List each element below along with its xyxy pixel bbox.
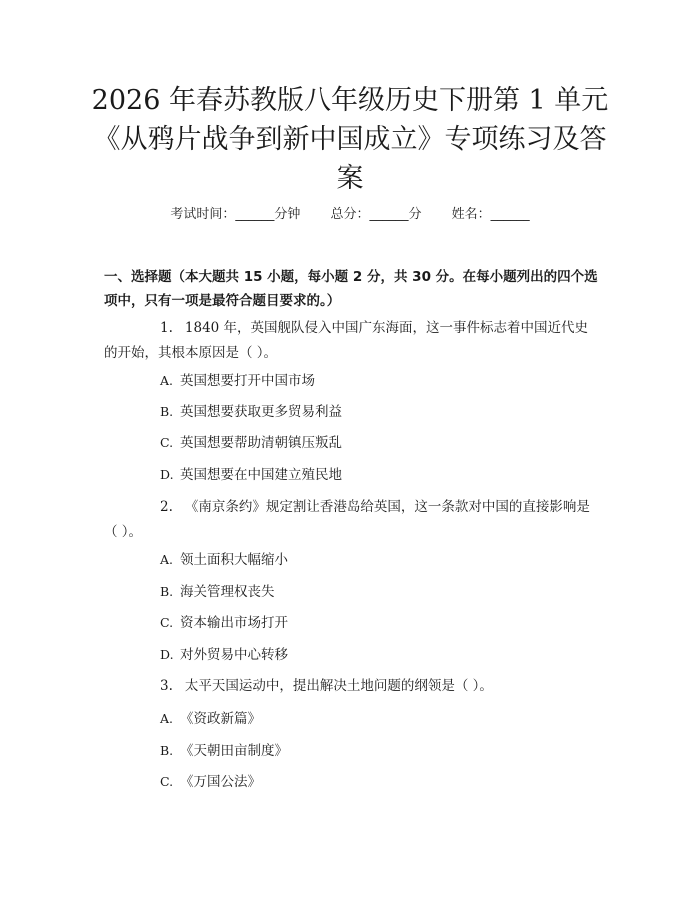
question-stem: 1840 年，英国舰队侵入中国广东海面，这一事件标志着中国近代史的开始，其根本原因是（ ）。 <box>104 320 589 361</box>
option-text: 《天朝田亩制度》 <box>180 743 288 759</box>
option-text: 英国想要获取更多贸易利益 <box>180 404 342 420</box>
option-text: 英国想要帮助清朝镇压叛乱 <box>180 435 342 451</box>
exam-time-field: 考试时间：______分钟 <box>170 207 301 222</box>
question-number: 2. <box>160 499 173 515</box>
question-number: 3. <box>160 678 173 694</box>
option-text: 资本输出市场打开 <box>180 615 288 631</box>
exam-info-line <box>0 206 700 224</box>
question-2-option-c <box>160 613 288 633</box>
option-letter: C. <box>160 615 174 630</box>
option-letter: B. <box>160 743 174 758</box>
document-title-line-3: 案 <box>336 163 364 194</box>
option-letter: A. <box>160 552 174 567</box>
option-text: 《万国公法》 <box>180 774 261 790</box>
question-number: 1. <box>160 320 173 336</box>
question-1-option-b <box>160 402 342 422</box>
exam-score-field: 总分：______分 <box>330 207 422 222</box>
question-2-option-a <box>160 550 288 570</box>
document-title-line-2: 《从鸦片战争到新中国成立》专项练习及答 <box>93 124 607 155</box>
question-1-option-a <box>160 371 315 391</box>
question-2-option-b <box>160 582 275 602</box>
option-letter: B. <box>160 584 174 599</box>
option-text: 《资政新篇》 <box>180 711 261 727</box>
question-1-option-c <box>160 433 342 453</box>
question-3-option-b <box>160 741 288 761</box>
option-text: 对外贸易中心转移 <box>180 647 288 663</box>
option-letter: D. <box>160 647 174 662</box>
question-2 <box>104 495 600 545</box>
option-letter: D. <box>160 467 174 482</box>
option-text: 英国想要在中国建立殖民地 <box>180 467 342 483</box>
question-2-option-d <box>160 645 288 665</box>
option-letter: A. <box>160 711 174 726</box>
option-letter: A. <box>160 373 174 388</box>
document-title-line-1: 2026 年春苏教版八年级历史下册第 1 单元 <box>91 85 609 116</box>
option-text: 领土面积大幅缩小 <box>180 552 288 568</box>
question-3-option-c <box>160 772 261 792</box>
option-letter: B. <box>160 404 174 419</box>
exam-name-field: 姓名：______ <box>451 207 530 222</box>
question-1-option-d <box>160 465 342 485</box>
option-text: 英国想要打开中国市场 <box>180 373 315 389</box>
option-letter: C. <box>160 774 174 789</box>
question-stem: 《南京条约》规定割让香港岛给英国，这一条款对中国的直接影响是（ ）。 <box>104 499 590 540</box>
question-3-option-a <box>160 709 261 729</box>
section-heading: 一、选择题（本大题共 15 小题，每小题 2 分，共 30 分。在每小题列出的四个选项中，只有一项是最符合题目要求的。） <box>104 269 598 309</box>
question-stem: 太平天国运动中，提出解决土地问题的纲领是（ ）。 <box>184 678 493 694</box>
option-letter: C. <box>160 435 174 450</box>
question-3 <box>104 674 600 699</box>
question-1 <box>104 316 600 366</box>
option-text: 海关管理权丧失 <box>180 584 275 600</box>
